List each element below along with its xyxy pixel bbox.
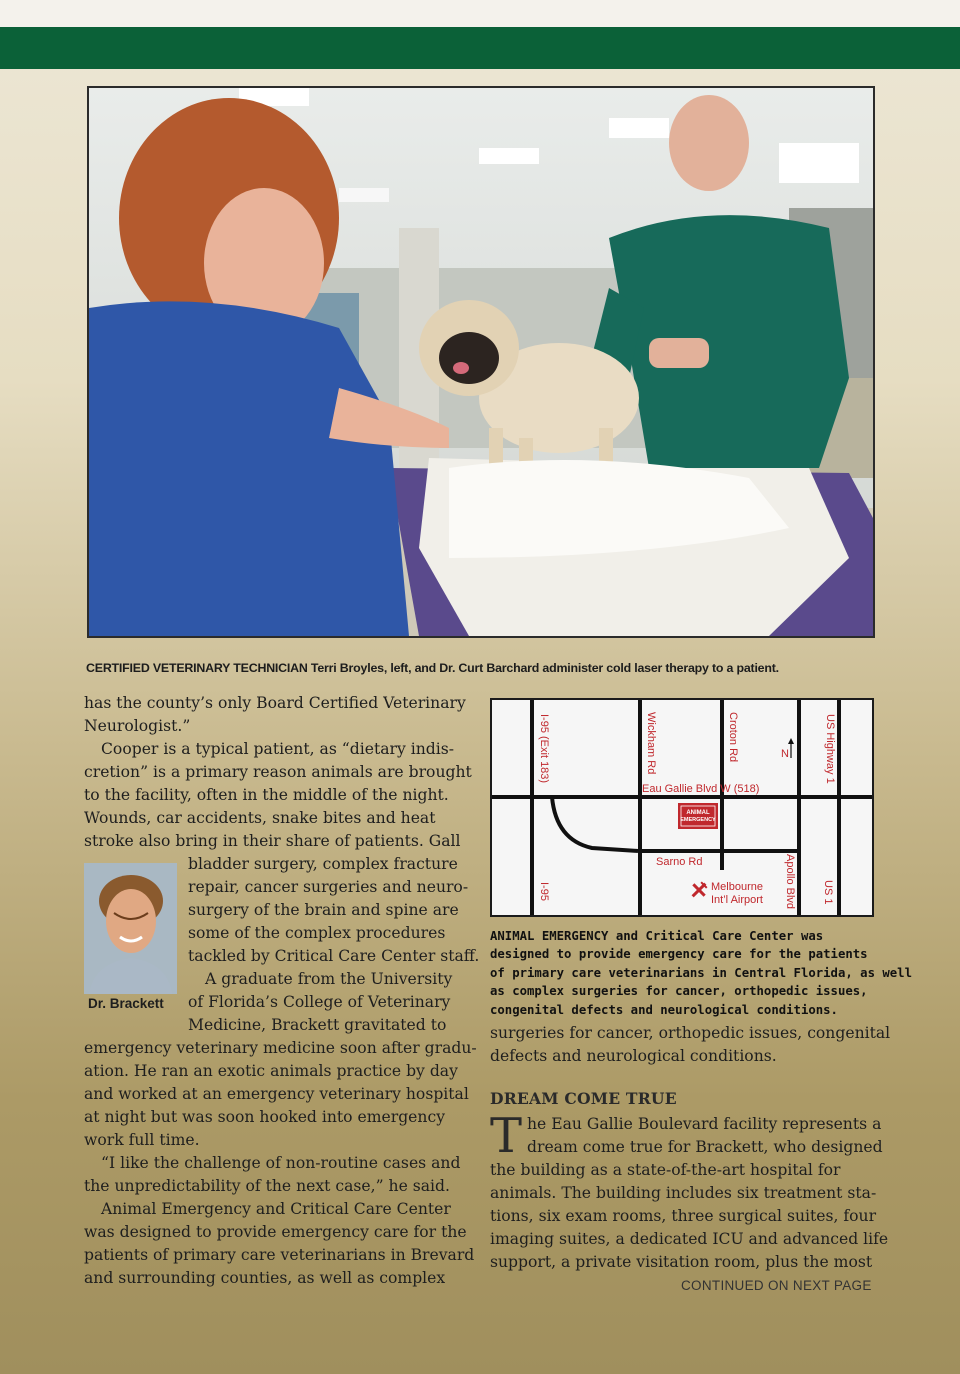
text-line: Medicine, Brackett gravitated to xyxy=(188,1016,447,1034)
photo-caption xyxy=(86,661,876,675)
map-caption-line: of primary care veterinarians in Central Florida, as well xyxy=(490,965,912,980)
text-line: repair, cancer surgeries and neuro- xyxy=(188,878,469,896)
text-line: tackled by Critical Care Center staff. xyxy=(188,947,480,965)
text-line: cretion” is a primary reason animals are brought xyxy=(84,763,472,781)
label-north: N xyxy=(781,748,789,760)
text-line: patients of primary care veterinarians in Brevard xyxy=(84,1246,475,1264)
label-sarno: Sarno Rd xyxy=(656,856,703,868)
text-line: Wounds, car accidents, snake bites and heat xyxy=(84,809,436,827)
text-line: tions, six exam rooms, three surgical suites, four xyxy=(490,1207,877,1225)
label-wickham: Wickham Rd xyxy=(645,712,657,775)
label-i95-exit: I-95 (Exit 183) xyxy=(538,714,550,784)
text-line: work full time. xyxy=(84,1131,200,1149)
header-band xyxy=(0,27,960,69)
text-line: imaging suites, a dedicated ICU and advanced life xyxy=(490,1230,889,1248)
text-line: at night but was soon hooked into emergency xyxy=(84,1108,446,1126)
text-line: the unpredictability of the next case,” he said. xyxy=(84,1177,450,1195)
right-column-body xyxy=(490,1108,889,1274)
label-eau-gallie: Eau Gallie Blvd W (518) xyxy=(642,783,760,795)
label-airport-1: Melbourne xyxy=(711,881,763,893)
text-line: bladder surgery, complex fracture xyxy=(188,855,458,873)
top-strip xyxy=(0,0,960,27)
label-croton: Croton Rd xyxy=(727,712,739,763)
road-apollo xyxy=(797,700,801,915)
marker-text-2: EMERGENCY xyxy=(680,817,716,823)
label-apollo: Apollo Blvd xyxy=(784,854,796,910)
text-line: dream come true for Brackett, who designed xyxy=(527,1138,883,1156)
portrait-caption: Dr. Brackett xyxy=(88,996,164,1011)
text-line: he Eau Gallie Boulevard facility represents a xyxy=(527,1115,882,1133)
continued-link[interactable]: CONTINUED ON NEXT PAGE xyxy=(681,1278,872,1293)
text-line: stroke also bring in their share of patients. Gall xyxy=(84,832,461,850)
portrait-photo xyxy=(84,863,177,994)
text-line: Neurologist.” xyxy=(84,717,191,735)
text-line: surgery of the brain and spine are xyxy=(188,901,459,919)
text-line: emergency veterinary medicine soon after gradu- xyxy=(84,1039,477,1057)
map-caption xyxy=(490,927,912,1019)
text-line: and surrounding counties, as well as complex xyxy=(84,1269,446,1287)
text-line: animals. The building includes six treatment sta- xyxy=(490,1184,877,1202)
text-line: surgeries for cancer, orthopedic issues, congenital xyxy=(490,1024,891,1042)
text-line: to the facility, often in the middle of the night. xyxy=(84,786,449,804)
text-line: and worked at an emergency veterinary hospital xyxy=(84,1085,469,1103)
text-line: some of the complex procedures xyxy=(188,924,446,942)
map-caption-line: designed to provide emergency care for the patients xyxy=(490,947,868,962)
map-caption-line: congenital defects and neurological conditions. xyxy=(490,1002,838,1017)
text-line: of Florida’s College of Veterinary xyxy=(188,993,451,1011)
portrait-illustration xyxy=(84,863,177,994)
text-line: Cooper is a typical patient, as “dietary indis- xyxy=(101,740,455,758)
road-sarno xyxy=(638,849,801,853)
text-line: Animal Emergency and Critical Care Center xyxy=(101,1200,451,1218)
caption-text: Terri Broyles, left, and Dr. Curt Barchard administer cold laser therapy to a patient. xyxy=(307,661,779,675)
text-line: A graduate from the University xyxy=(205,970,453,988)
text-line: was designed to provide emergency care for the xyxy=(84,1223,467,1241)
hospital-marker xyxy=(678,803,718,829)
right-column xyxy=(490,1022,891,1068)
text-line: ation. He ran an exotic animals practice by day xyxy=(84,1062,458,1080)
map-caption-line: as complex surgeries for cancer, orthopedic issues, xyxy=(490,984,868,999)
text-line: “I like the challenge of non-routine cases and xyxy=(101,1154,461,1172)
section-heading: DREAM COME TRUE xyxy=(490,1089,677,1108)
text-line: defects and neurological conditions. xyxy=(490,1047,777,1065)
drop-cap: T xyxy=(490,1108,523,1164)
road-i95 xyxy=(530,700,534,915)
marker-text-1: ANIMAL xyxy=(686,810,710,816)
label-us-highway: US Highway 1 xyxy=(824,714,836,784)
text-line: has the county’s only Board Certified Veterinary xyxy=(84,694,466,712)
caption-lead: CERTIFIED VETERINARY TECHNICIAN xyxy=(86,661,308,675)
label-us1: US 1 xyxy=(822,880,834,905)
map-caption-line: ANIMAL EMERGENCY and Critical Care Center was xyxy=(490,929,824,943)
road-us1 xyxy=(837,700,841,915)
photo-illustration xyxy=(89,88,873,636)
map-svg xyxy=(492,700,872,915)
feature-photo xyxy=(87,86,875,638)
label-airport-2: Int’l Airport xyxy=(711,894,763,906)
text-line: the building as a state-of-the-art hospital for xyxy=(490,1161,841,1179)
road-eau-gallie xyxy=(492,795,872,799)
text-line: support, a private visitation room, plus the most xyxy=(490,1253,873,1271)
road-wickham xyxy=(638,700,642,915)
label-i95: I-95 xyxy=(538,882,550,901)
location-map xyxy=(490,698,874,917)
